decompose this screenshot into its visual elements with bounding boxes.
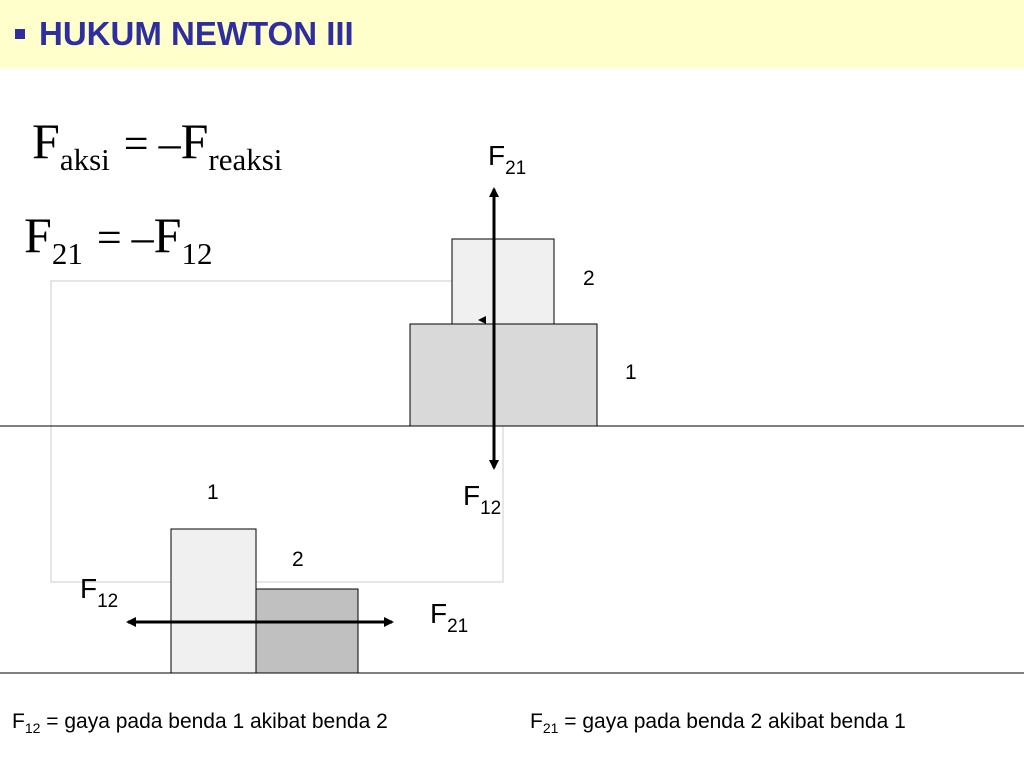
label-block-1-side: 1 (207, 481, 219, 504)
block-side-left (171, 529, 256, 673)
legend-f21 (530, 710, 906, 734)
formula-2-left-sub: 21 (51, 236, 83, 271)
block-stacked-bottom (410, 324, 597, 426)
label-f12-left (80, 573, 119, 612)
formula-1-left-sub: aksi (59, 142, 110, 177)
formula-2-right-sub: 12 (181, 236, 213, 271)
label-f21-top-symbol: F (488, 140, 506, 171)
formula-1-equals: = (123, 119, 149, 168)
formula-1-right-sub: reaksi (208, 142, 283, 177)
label-f21-right-sub: 21 (447, 616, 469, 637)
formula-2-equals: = (96, 213, 122, 262)
label-f12-bottom (463, 480, 502, 519)
block-side-right (256, 589, 358, 673)
label-f21-right-symbol: F (430, 598, 448, 629)
legend-f12-sub: 12 (24, 720, 41, 736)
label-f12-bottom-sub: 12 (480, 498, 502, 519)
formula-1-minus: – (158, 119, 181, 168)
formula-aksi-reaksi (32, 112, 283, 177)
page-title: HUKUM NEWTON III (39, 15, 354, 52)
formula-2-left-symbol: F (24, 207, 52, 263)
label-block-1-stacked: 1 (625, 361, 637, 384)
label-f12-left-symbol: F (80, 573, 98, 604)
label-f21-top-sub: 21 (505, 158, 527, 179)
legend-f12 (12, 710, 388, 734)
label-block-2-stacked: 2 (583, 267, 595, 290)
label-f12-bottom-symbol: F (463, 480, 481, 511)
formula-2-minus: – (131, 213, 154, 262)
legend-f12-symbol: F (12, 710, 25, 733)
label-block-2-side: 2 (292, 548, 304, 571)
legend-f21-symbol: F (530, 710, 543, 733)
legend-f12-text: = gaya pada benda 1 akibat benda 2 (40, 710, 388, 733)
formula-f21-f12 (24, 206, 213, 271)
block-stacked-top (452, 239, 554, 325)
label-f12-left-sub: 12 (97, 591, 119, 612)
legend-f21-sub: 21 (542, 720, 559, 736)
legend-f21-text: = gaya pada benda 2 akibat benda 1 (558, 710, 906, 733)
label-f21-top (488, 140, 527, 179)
label-f21-right (430, 598, 469, 637)
formula-1-left-symbol: F (32, 113, 60, 169)
formula-1-right-symbol: F (180, 113, 209, 169)
formula-2-right-symbol: F (153, 207, 182, 263)
